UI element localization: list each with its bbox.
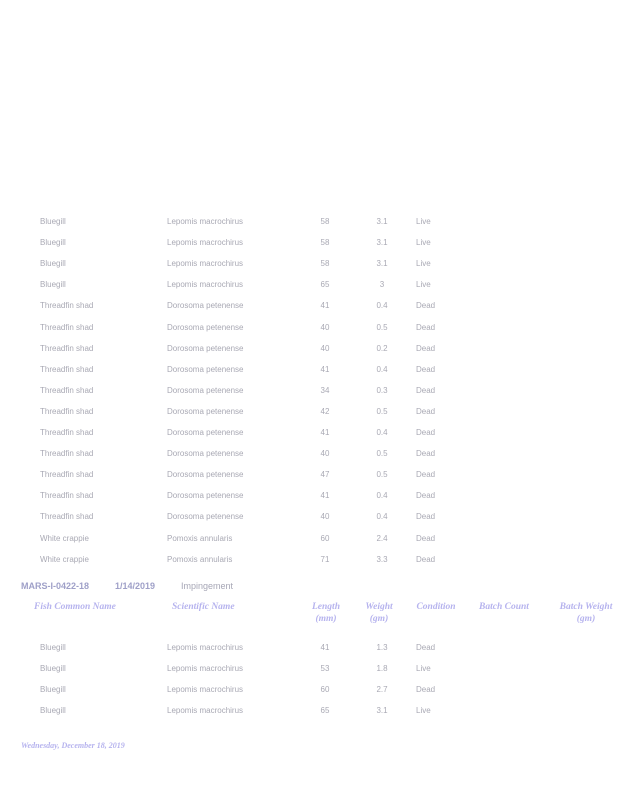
cell-common-name: Threadfin shad: [40, 512, 94, 522]
cell-common-name: Threadfin shad: [40, 301, 94, 311]
cell-common-name: Threadfin shad: [40, 385, 94, 395]
cell-condition: Dead: [416, 343, 436, 353]
cell-length: 41: [320, 643, 330, 652]
table-row: [0, 534, 618, 555]
cell-condition: Dead: [416, 364, 436, 374]
cell-condition: Live: [416, 664, 431, 674]
cell-common-name: White crappie: [40, 533, 89, 543]
cell-scientific-name: Dorosoma petenense: [167, 491, 244, 501]
cell-common-name: Threadfin shad: [40, 428, 94, 437]
cell-length: 71: [320, 554, 330, 564]
cell-scientific-name: Lepomis macrochirus: [167, 706, 244, 716]
cell-weight: 3.1: [376, 259, 388, 269]
cell-condition: Live: [416, 259, 431, 269]
header-length-line2: (mm): [315, 614, 337, 624]
cell-scientific-name: Dorosoma petenense: [167, 322, 244, 332]
cell-common-name: Threadfin shad: [40, 470, 94, 480]
cell-scientific-name: Dorosoma petenense: [167, 364, 244, 374]
cell-weight: 0.4: [376, 364, 388, 374]
cell-common-name: Bluegill: [40, 238, 66, 248]
table-row: [0, 685, 618, 706]
cell-length: 34: [320, 385, 330, 395]
group-type: Impingement: [181, 581, 234, 591]
cell-common-name: White crappie: [40, 554, 89, 564]
table-row: [0, 344, 618, 365]
header-batch-weight-line2: (gm): [576, 614, 596, 624]
cell-scientific-name: Dorosoma petenense: [167, 470, 244, 480]
cell-scientific-name: Dorosoma petenense: [167, 449, 244, 459]
cell-condition: Dead: [416, 385, 436, 395]
cell-weight: 3.1: [376, 706, 388, 716]
group-header: [21, 581, 321, 593]
cell-common-name: Threadfin shad: [40, 322, 94, 332]
cell-length: 40: [320, 343, 330, 353]
header-scientific-name: Scientific Name: [172, 602, 235, 612]
cell-condition: Dead: [416, 428, 436, 437]
cell-condition: Dead: [416, 301, 436, 311]
cell-scientific-name: Pomoxis annularis: [167, 533, 233, 543]
cell-weight: 0.5: [376, 406, 388, 416]
cell-scientific-name: Dorosoma petenense: [167, 301, 244, 311]
footer-date: Wednesday, December 18, 2019: [21, 741, 125, 750]
cell-scientific-name: Dorosoma petenense: [167, 428, 244, 437]
cell-scientific-name: Dorosoma petenense: [167, 512, 244, 522]
cell-common-name: Bluegill: [40, 706, 66, 716]
table-row: [0, 428, 618, 449]
cell-length: 60: [320, 533, 330, 543]
cell-common-name: Threadfin shad: [40, 343, 94, 353]
cell-condition: Live: [416, 706, 431, 716]
cell-common-name: Threadfin shad: [40, 491, 94, 501]
cell-length: 53: [320, 664, 330, 674]
cell-weight: 3.3: [376, 554, 388, 564]
cell-common-name: Threadfin shad: [40, 364, 94, 374]
cell-length: 42: [320, 406, 330, 416]
table-row: [0, 512, 618, 533]
group-date: 1/14/2019: [115, 581, 156, 591]
cell-length: 41: [320, 301, 330, 311]
cell-condition: Dead: [416, 643, 436, 652]
cell-length: 47: [320, 470, 330, 480]
cell-weight: 0.4: [376, 512, 388, 522]
cell-weight: 2.7: [376, 685, 388, 695]
cell-condition: Live: [416, 280, 431, 290]
cell-scientific-name: Dorosoma petenense: [167, 385, 244, 395]
cell-weight: 0.4: [376, 428, 388, 437]
header-length-line1: Length: [312, 602, 340, 612]
header-batch-weight: [554, 601, 618, 625]
table-row: [0, 365, 618, 386]
cell-condition: Dead: [416, 449, 436, 459]
cell-length: 40: [320, 322, 330, 332]
cell-condition: Live: [416, 217, 431, 226]
cell-common-name: Threadfin shad: [40, 449, 94, 459]
header-length: [304, 601, 348, 625]
cell-length: 40: [320, 512, 330, 522]
header-batch-count: Batch Count: [479, 602, 529, 612]
cell-scientific-name: Lepomis macrochirus: [167, 217, 244, 226]
table-row: [0, 664, 618, 685]
table-row: [0, 301, 618, 322]
table-row: [0, 386, 618, 407]
table-row: [0, 449, 618, 470]
header-common-name: Fish Common Name: [34, 602, 116, 612]
cell-weight: 0.3: [376, 385, 388, 395]
table-row: [0, 470, 618, 491]
cell-weight: 1.3: [376, 643, 388, 652]
cell-length: 40: [320, 449, 330, 459]
cell-scientific-name: Lepomis macrochirus: [167, 238, 244, 248]
cell-condition: Live: [416, 238, 431, 248]
cell-condition: Dead: [416, 685, 436, 695]
column-headers: [0, 601, 618, 631]
cell-length: 65: [320, 706, 330, 716]
cell-common-name: Threadfin shad: [40, 406, 94, 416]
table-row: [0, 259, 618, 280]
cell-weight: 2.4: [376, 533, 388, 543]
cell-common-name: Bluegill: [40, 643, 66, 652]
table-row: [0, 323, 618, 344]
cell-weight: 0.5: [376, 322, 388, 332]
cell-condition: Dead: [416, 491, 436, 501]
cell-common-name: Bluegill: [40, 280, 66, 290]
cell-weight: 0.4: [376, 301, 388, 311]
cell-condition: Dead: [416, 512, 436, 522]
cell-scientific-name: Dorosoma petenense: [167, 406, 244, 416]
cell-weight: 1.8: [376, 664, 388, 674]
cell-scientific-name: Lepomis macrochirus: [167, 280, 244, 290]
cell-common-name: Bluegill: [40, 685, 66, 695]
cell-length: 58: [320, 259, 330, 269]
cell-length: 65: [320, 280, 330, 290]
cell-length: 58: [320, 238, 330, 248]
header-condition: Condition: [416, 602, 456, 612]
table-row: [0, 491, 618, 512]
cell-length: 41: [320, 428, 330, 437]
cell-scientific-name: Dorosoma petenense: [167, 343, 244, 353]
table-row: [0, 706, 618, 727]
header-weight-line1: Weight: [365, 602, 393, 612]
cell-scientific-name: Lepomis macrochirus: [167, 685, 244, 695]
cell-weight: 3.1: [376, 217, 388, 226]
header-batch-weight-line1: Batch Weight: [559, 602, 613, 612]
header-weight: [357, 601, 401, 625]
cell-scientific-name: Pomoxis annularis: [167, 554, 233, 564]
cell-weight: 3.1: [376, 238, 388, 248]
group-id: MARS-I-0422-18: [21, 581, 90, 591]
header-weight-line2: (gm): [369, 614, 389, 624]
table-row: [0, 407, 618, 428]
table-row: [0, 555, 618, 576]
cell-common-name: Bluegill: [40, 217, 66, 226]
cell-weight: 0.4: [376, 491, 388, 501]
cell-length: 60: [320, 685, 330, 695]
cell-common-name: Bluegill: [40, 664, 66, 674]
table-row: [0, 643, 618, 664]
cell-condition: Dead: [416, 470, 436, 480]
cell-condition: Dead: [416, 554, 436, 564]
cell-condition: Dead: [416, 406, 436, 416]
cell-length: 58: [320, 217, 330, 226]
table-row: [0, 280, 618, 301]
cell-weight: 3: [379, 280, 385, 290]
table-row: [0, 238, 618, 259]
cell-weight: 0.5: [376, 470, 388, 480]
cell-weight: 0.2: [376, 343, 388, 353]
cell-condition: Dead: [416, 533, 436, 543]
cell-scientific-name: Lepomis macrochirus: [167, 643, 244, 652]
cell-length: 41: [320, 491, 330, 501]
cell-scientific-name: Lepomis macrochirus: [167, 664, 244, 674]
cell-condition: Dead: [416, 322, 436, 332]
cell-common-name: Bluegill: [40, 259, 66, 269]
cell-scientific-name: Lepomis macrochirus: [167, 259, 244, 269]
cell-length: 41: [320, 364, 330, 374]
table-row: [0, 217, 618, 238]
cell-weight: 0.5: [376, 449, 388, 459]
